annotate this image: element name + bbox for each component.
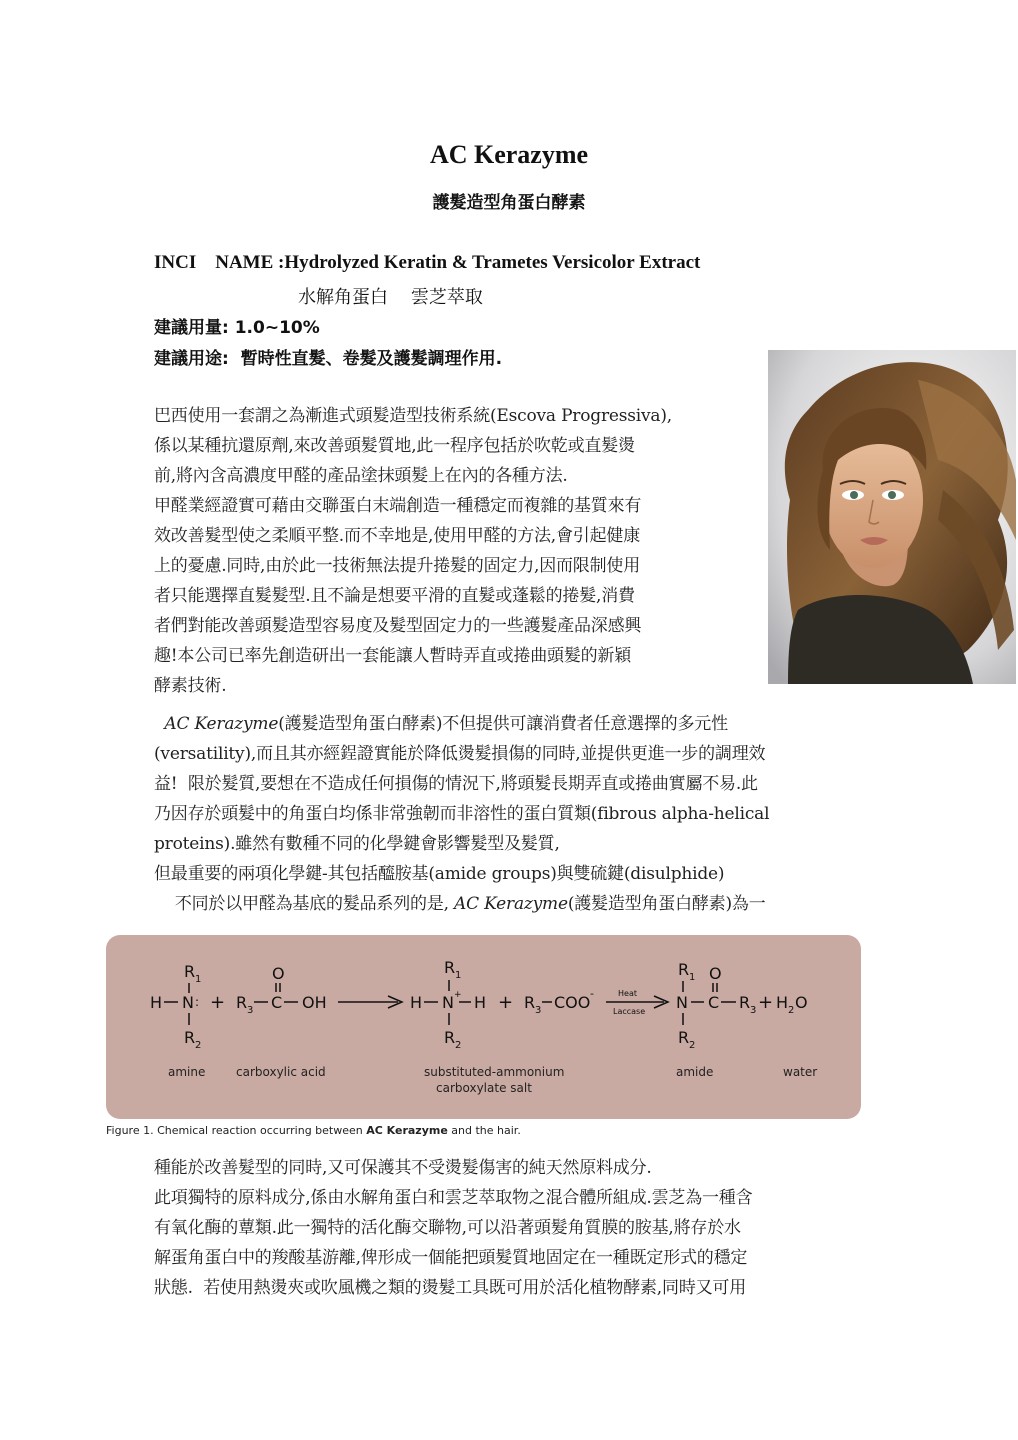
paragraph-line: 效改善髮型使之柔順平整.而不幸地是,使用甲醛的方法,會引起健康	[154, 526, 641, 546]
svg-text:1: 1	[195, 974, 202, 985]
svg-text:2: 2	[455, 1040, 462, 1051]
closing-paragraph	[154, 1153, 894, 1303]
amide-structure	[676, 960, 808, 1051]
paragraph-line: 者們對能改善頭髮造型容易度及髮型固定力的一些護髮產品深感興	[154, 616, 642, 636]
svg-text:R: R	[678, 960, 690, 979]
svg-text:R: R	[444, 1028, 456, 1047]
ammonium-salt-structure	[410, 958, 594, 1051]
paragraph-line: 巴西使用一套謂之為漸進式頭髮造型技術系統(Escova Progressiva),	[154, 406, 672, 426]
svg-text:R: R	[678, 1028, 690, 1047]
paragraph-line: 係以某種抗還原劑,來改善頭髮質地,此一程序包括於吹乾或直髮燙	[154, 436, 635, 456]
product-name: AC Kerazyme	[454, 894, 568, 914]
paragraph-line: 酵素技術.	[154, 676, 227, 696]
paragraph-line: 此項獨特的原料成分,係由水解角蛋白和雲芝萃取物之混合體所組成.雲芝為一種含	[154, 1188, 753, 1208]
paragraph-line: 但最重要的兩項化學鍵-其包括醯胺基(amide groups)與雙硫鍵(disulphide)	[154, 864, 725, 884]
label-amide: amide	[676, 1065, 714, 1079]
paragraph-line: 甲醛業經證實可藉由交聯蛋白末端創造一種穩定而複雜的基質來有	[154, 496, 642, 516]
svg-text:+: +	[498, 992, 514, 1013]
svg-text:+: +	[454, 990, 462, 1000]
intro-paragraph	[154, 401, 754, 701]
svg-text:3: 3	[535, 1005, 542, 1016]
suggested-dosage: 建議用量: 1.0~10%	[154, 318, 320, 338]
kerazyme-paragraph	[154, 709, 894, 919]
paragraph-line: 有氧化酶的蕈類.此一獨特的活化酶交聯物,可以沿著頭髮角質膜的胺基,將存於水	[154, 1218, 741, 1238]
svg-text:-: -	[590, 987, 594, 1000]
svg-text:C: C	[271, 993, 283, 1012]
svg-text:H: H	[776, 993, 789, 1012]
label-amine: amine	[168, 1065, 206, 1079]
label-salt-line2: carboxylate salt	[436, 1081, 532, 1095]
paragraph-line: proteins).雖然有數種不同的化學鍵會影響髮型及髮質,	[154, 834, 560, 854]
svg-text:1: 1	[455, 970, 462, 981]
paragraph-line: 狀態. 若使用熱燙夾或吹風機之類的燙髮工具既可用於活化植物酵素,同時又可用	[154, 1278, 747, 1298]
paragraph-line: 者只能選擇直髮髮型.且不論是想要平滑的直髮或蓬鬆的捲髮,消費	[154, 586, 635, 606]
inci-chinese-name: 水解角蛋白 雲芝萃取	[298, 287, 483, 308]
svg-text:R: R	[739, 993, 751, 1012]
label-salt-line1: substituted-ammonium	[424, 1065, 565, 1079]
suggested-usage: 建議用途: 暫時性直髮、卷髮及護髮調理作用.	[154, 349, 503, 369]
svg-text:+: +	[758, 992, 774, 1013]
label-water: water	[783, 1065, 818, 1079]
svg-text:R: R	[524, 993, 536, 1012]
paragraph-line: 趣!本公司已率先創造研出一套能讓人暫時弄直或捲曲頭髮的新穎	[154, 646, 632, 666]
svg-text:N: N	[442, 993, 454, 1012]
svg-text:R: R	[444, 958, 456, 977]
svg-text:N: N	[182, 993, 194, 1012]
paragraph-line: 前,將內含高濃度甲醛的產品塗抹頭髮上在內的各種方法.	[154, 466, 568, 486]
paragraph-line: 種能於改善髮型的同時,又可保護其不受燙髮傷害的純天然原料成分.	[154, 1158, 652, 1178]
paragraph-line: (versatility),而且其亦經鋥證實能於降低燙髮損傷的同時,並提供更進一步的調理效	[154, 744, 766, 764]
svg-text:H: H	[410, 993, 423, 1012]
svg-text:R: R	[184, 962, 196, 981]
paragraph-line: AC Kerazyme(護髮造型角蛋白酵素)不但提供可讓消費者任意選擇的多元性	[164, 714, 728, 734]
paragraph-line: 上的憂慮.同時,由於此一技術無法提升捲髮的固定力,因而限制使用	[154, 556, 641, 576]
svg-text:C: C	[708, 993, 720, 1012]
label-carboxylic-acid: carboxylic acid	[236, 1065, 326, 1079]
laccase-label: Laccase	[613, 1007, 646, 1016]
model-photo	[768, 350, 1016, 684]
svg-text:3: 3	[750, 1005, 757, 1016]
product-name: AC Kerazyme	[164, 714, 279, 734]
svg-text:H: H	[150, 993, 163, 1012]
paragraph-line: 不同於以甲醛為基底的髮品系列的是, AC Kerazyme(護髮造型角蛋白酵素)為一	[174, 894, 766, 914]
svg-text:COO: COO	[554, 993, 591, 1012]
svg-text:OH: OH	[302, 993, 327, 1012]
carboxylic-acid-structure	[236, 964, 327, 1016]
svg-text:+: +	[210, 992, 226, 1013]
svg-text:H: H	[474, 993, 487, 1012]
svg-text:2: 2	[788, 1005, 795, 1016]
inci-name: INCI NAME :Hydrolyzed Keratin & Trametes Versicolor Extract	[154, 252, 701, 273]
svg-text:2: 2	[689, 1040, 696, 1051]
page-subtitle: 護髮造型角蛋白酵素	[432, 193, 586, 213]
svg-text:O: O	[709, 964, 722, 983]
page-title: AC Kerazyme	[429, 140, 589, 169]
amine-structure	[150, 962, 201, 1051]
svg-text:O: O	[272, 964, 285, 983]
chemical-reaction-figure	[106, 935, 861, 1119]
paragraph-line: 解蛋角蛋白中的羧酸基游離,俾形成一個能把頭髮質地固定在一種既定形式的穩定	[154, 1248, 748, 1268]
svg-text:N: N	[676, 993, 688, 1012]
svg-text::: :	[195, 995, 200, 1009]
svg-text:2: 2	[195, 1040, 202, 1051]
svg-text:R: R	[236, 993, 248, 1012]
heat-label: Heat	[618, 989, 637, 998]
paragraph-line: 益! 限於髮質,要想在不造成任何損傷的情況下,將頭髮長期弄直或捲曲實屬不易.此	[154, 774, 758, 794]
svg-text:3: 3	[247, 1005, 254, 1016]
svg-text:O: O	[795, 993, 808, 1012]
svg-text:R: R	[184, 1028, 196, 1047]
svg-text:1: 1	[689, 972, 696, 983]
figure-caption: Figure 1. Chemical reaction occurring between AC Kerazyme and the hair.	[106, 1124, 521, 1137]
paragraph-line: 乃因存於頭髮中的角蛋白均係非常強韌而非溶性的蛋白質類(fibrous alpha-helical	[154, 804, 770, 824]
